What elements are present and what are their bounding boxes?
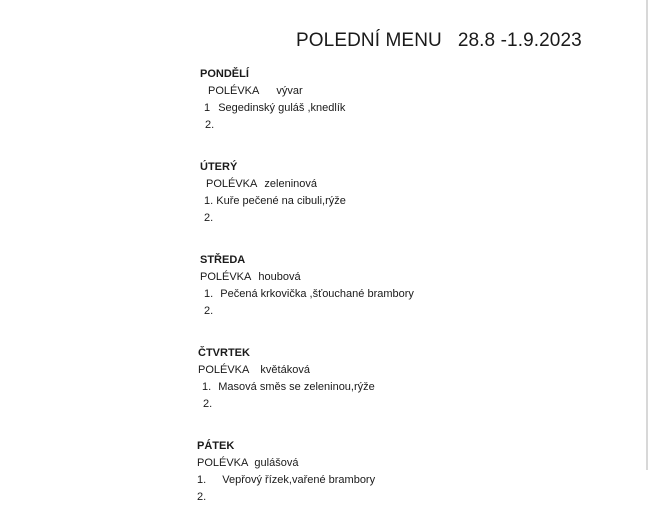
menu-date-range: 28.8 -1.9.2023 bbox=[457, 30, 582, 51]
meal-number: 2. bbox=[203, 398, 213, 410]
page-edge bbox=[646, 0, 648, 470]
soup-name: květáková bbox=[260, 364, 310, 376]
soup-label: POLÉVKA bbox=[206, 178, 258, 190]
soup-name: zeleninová bbox=[264, 178, 318, 190]
meal-number: 1. bbox=[204, 195, 214, 207]
meal-text: Pečená krkovička ,šťouchané brambory bbox=[220, 288, 414, 300]
meal-line bbox=[198, 379, 617, 396]
day-name: PÁTEK bbox=[197, 440, 235, 452]
soup-name: vývar bbox=[276, 85, 303, 97]
meal-line bbox=[200, 193, 617, 210]
soup-line bbox=[197, 455, 617, 472]
meal-line bbox=[197, 489, 617, 506]
meal-line bbox=[200, 100, 617, 117]
meal-number: 2. bbox=[204, 212, 214, 224]
soup-name: gulášová bbox=[254, 457, 299, 469]
day-thursday bbox=[198, 345, 617, 413]
page-title bbox=[296, 30, 582, 52]
meal-number: 2. bbox=[197, 491, 207, 503]
meal-number: 1. bbox=[197, 474, 207, 486]
meal-line bbox=[200, 286, 617, 303]
weekly-menu bbox=[197, 66, 617, 506]
soup-label: POLÉVKA bbox=[208, 85, 260, 97]
day-monday bbox=[200, 66, 617, 134]
meal-line bbox=[197, 472, 617, 489]
soup-line bbox=[200, 269, 617, 286]
soup-line bbox=[200, 176, 617, 193]
meal-text: Masová směs se zeleninou,rýže bbox=[218, 381, 375, 393]
menu-title: POLEDNÍ MENU bbox=[296, 30, 442, 51]
day-tuesday bbox=[200, 159, 617, 227]
day-name: PONDĚLÍ bbox=[200, 68, 249, 80]
soup-line bbox=[200, 83, 617, 100]
day-friday bbox=[197, 438, 617, 506]
soup-label: POLÉVKA bbox=[197, 457, 249, 469]
meal-text: Kuře pečené na cibuli,rýže bbox=[216, 195, 346, 207]
day-wednesday bbox=[200, 252, 617, 320]
meal-line bbox=[200, 117, 617, 134]
meal-line bbox=[198, 396, 617, 413]
meal-number: 2. bbox=[205, 119, 215, 131]
meal-text: Vepřový řízek,vařené brambory bbox=[222, 474, 376, 486]
soup-name: houbová bbox=[258, 271, 301, 283]
day-name: ČTVRTEK bbox=[198, 347, 250, 359]
soup-label: POLÉVKA bbox=[198, 364, 250, 376]
soup-label: POLÉVKA bbox=[200, 271, 252, 283]
meal-line bbox=[200, 303, 617, 320]
meal-number: 2. bbox=[204, 305, 214, 317]
soup-line bbox=[198, 362, 617, 379]
day-name: STŘEDA bbox=[200, 254, 246, 266]
meal-text: Segedinský guláš ,knedlík bbox=[218, 102, 346, 114]
meal-number: 1. bbox=[202, 381, 212, 393]
meal-number: 1. bbox=[204, 288, 214, 300]
meal-number: 1 bbox=[204, 102, 211, 114]
meal-line bbox=[200, 210, 617, 227]
day-name: ÚTERÝ bbox=[200, 161, 238, 173]
